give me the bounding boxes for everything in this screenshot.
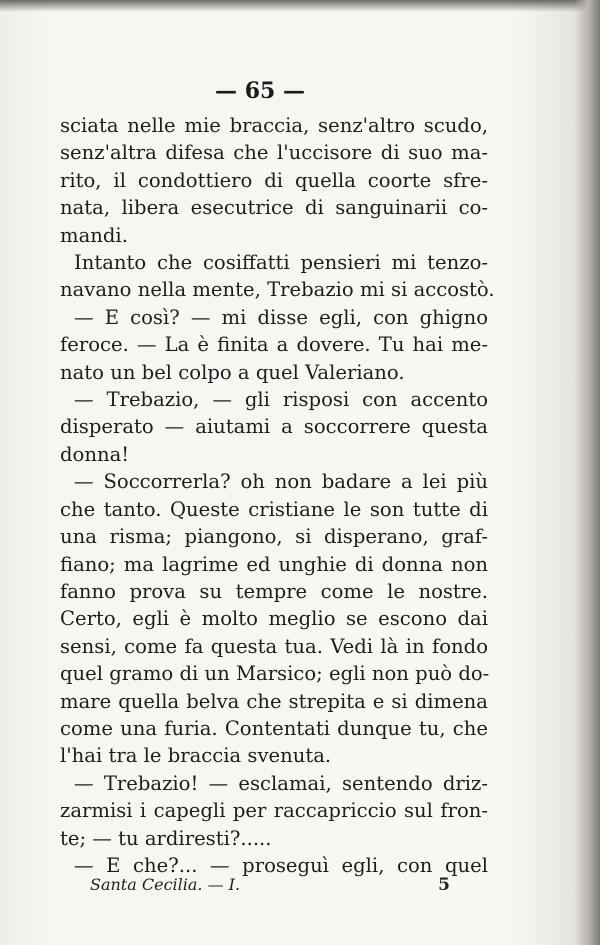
text-line: che tanto. Queste cristiane le son tutte di — [60, 497, 488, 521]
text-line: come una furia. Contentati dunque tu, che — [60, 716, 488, 740]
text-line: Certo, egli è molto meglio se escono dai — [60, 607, 488, 631]
top-scan-shadow — [0, 0, 600, 12]
sheet-number: 5 — [438, 875, 450, 895]
text-line: donna! — [60, 442, 130, 466]
text-line: fanno prova su tempre come le nostre. — [60, 579, 488, 603]
text-line: Intanto che cosiffatti pensieri mi tenzo- — [74, 251, 488, 275]
text-line: fiano; ma lagrime ed unghie di donna non — [60, 552, 488, 576]
body-text — [60, 112, 495, 879]
text-line: feroce. — La è finita a dovere. Tu hai me- — [60, 333, 488, 357]
text-line: l'hai tra le braccia svenuta. — [60, 744, 332, 768]
text-line: sensi, come fa questa tua. Vedi là in fondo — [60, 634, 488, 658]
text-line: — Trebazio, — gli risposi con accento — [74, 388, 488, 412]
text-line: senz'altra difesa che l'uccisore di suo ma- — [60, 141, 488, 165]
text-line: navano nella mente, Trebazio mi si accostò. — [60, 278, 495, 302]
text-line: — E così? — mi disse egli, con ghigno — [74, 305, 488, 329]
page-footer — [90, 875, 450, 899]
text-line: rito, il condottiero di quella coorte sfre- — [60, 168, 488, 192]
text-line: nata, libera esecutrice di sanguinarii co- — [60, 196, 488, 220]
text-line: quel gramo di un Marsico; egli non può do- — [60, 662, 490, 686]
page-number: — 65 — — [215, 78, 305, 104]
text-line: — Soccorrerla? oh non badare a lei più — [74, 470, 488, 494]
text-line: te; — tu ardiresti?..... — [60, 826, 272, 850]
text-line: una risma; piangono, si disperano, graf- — [60, 525, 488, 549]
text-line: mare quella belva che strepita e si dimena — [60, 689, 488, 713]
text-line: sciata nelle mie braccia, senz'altro scudo, — [60, 114, 488, 137]
signature-mark: Santa Cecilia. — I. — [90, 875, 241, 894]
text-line: nato un bel colpo a quel Valeriano. — [60, 360, 405, 384]
text-line: zarmisi i capegli per raccapriccio sul fron- — [60, 799, 488, 823]
page-edge-shadow — [574, 0, 600, 945]
text-line: — Trebazio! — esclamai, sentendo driz- — [74, 771, 488, 795]
text-line: mandi. — [60, 223, 128, 247]
text-line: disperato — aiutami a soccorrere questa — [60, 415, 488, 439]
text-line: — E che?... — proseguì egli, con quel — [74, 853, 488, 877]
